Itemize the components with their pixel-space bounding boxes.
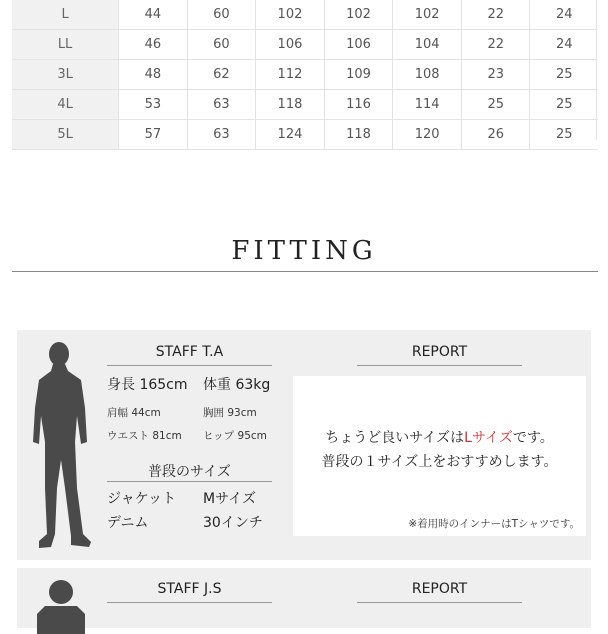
table-cell: 24 xyxy=(530,0,598,30)
fitting-heading: FITTING xyxy=(231,236,377,266)
size-label-cell: 3L xyxy=(12,60,119,90)
usual-size-underline xyxy=(107,481,272,482)
report-title: REPORT xyxy=(411,581,468,597)
staff-name-underline xyxy=(107,365,272,366)
table-cell: 118 xyxy=(324,120,393,150)
hip-stat: ヒップ 95cm xyxy=(203,430,267,442)
staff-name: STAFF J.S xyxy=(157,581,222,597)
staff-card-ta xyxy=(17,330,591,560)
size-label-cell: 4L xyxy=(12,90,119,120)
denim-size: 30インチ xyxy=(203,515,263,531)
table-cell: 22 xyxy=(461,0,530,30)
staff-name-underline xyxy=(107,602,272,603)
report-underline xyxy=(357,365,522,366)
table-cell: 118 xyxy=(256,90,325,120)
table-cell: 124 xyxy=(256,120,325,150)
weight-stat: 体重 63kg xyxy=(203,377,271,393)
table-cell: 102 xyxy=(324,0,393,30)
table-cell: 24 xyxy=(530,30,598,60)
table-cell: 102 xyxy=(393,0,462,30)
table-cell: 44 xyxy=(119,0,188,30)
usual-size-title: 普段のサイズ xyxy=(148,464,231,480)
chest-stat: 胸囲 93cm xyxy=(203,407,257,419)
table-row xyxy=(12,90,598,120)
waist-stat: ウエスト 81cm xyxy=(107,430,182,442)
table-cell: 63 xyxy=(187,120,256,150)
table-row xyxy=(12,30,598,60)
table-row xyxy=(12,120,598,150)
table-cell: 109 xyxy=(324,60,393,90)
size-label-cell: L xyxy=(12,0,119,30)
table-cell: 62 xyxy=(187,60,256,90)
table-cell: 25 xyxy=(530,60,598,90)
table-cell: 25 xyxy=(461,90,530,120)
table-cell: 116 xyxy=(324,90,393,120)
fitting-divider xyxy=(12,271,598,272)
table-cell: 104 xyxy=(393,30,462,60)
table-cell: 60 xyxy=(187,30,256,60)
jacket-label: ジャケット xyxy=(107,491,177,507)
table-cell: 106 xyxy=(256,30,325,60)
table-cell: 23 xyxy=(461,60,530,90)
table-cell: 106 xyxy=(324,30,393,60)
table-row xyxy=(12,60,598,90)
person-silhouette-icon xyxy=(31,338,101,553)
table-cell: 108 xyxy=(393,60,462,90)
table-cell: 26 xyxy=(461,120,530,150)
recommended-size-highlight: Lサイズ xyxy=(464,430,513,446)
report-line-1-start: ちょうど良いサイズは xyxy=(325,430,465,446)
jacket-size: Mサイズ xyxy=(203,491,256,507)
report-underline xyxy=(357,602,522,603)
report-line-1 xyxy=(293,427,586,447)
table-cell: 120 xyxy=(393,120,462,150)
table-cell: 22 xyxy=(461,30,530,60)
table-cell: 63 xyxy=(187,90,256,120)
table-cell: 25 xyxy=(530,120,598,150)
report-box xyxy=(293,376,586,536)
size-chart-table xyxy=(12,0,598,150)
table-cell: 25 xyxy=(530,90,598,120)
shoulder-stat: 肩幅 44cm xyxy=(107,407,161,419)
table-cell: 102 xyxy=(256,0,325,30)
table-cell: 48 xyxy=(119,60,188,90)
report-note: ※着用時のインナーはTシャツです。 xyxy=(408,518,580,530)
report-line-2: 普段の１サイズ上をおすすめします。 xyxy=(321,454,558,470)
staff-name: STAFF T.A xyxy=(155,344,224,360)
size-label-cell: LL xyxy=(12,30,119,60)
report-line-1-end: です。 xyxy=(512,430,554,446)
table-cell: 60 xyxy=(187,0,256,30)
person-silhouette-icon xyxy=(31,574,101,634)
table-cell: 57 xyxy=(119,120,188,150)
report-title: REPORT xyxy=(411,344,468,360)
table-cell: 53 xyxy=(119,90,188,120)
table-row xyxy=(12,0,598,30)
staff-card-js xyxy=(17,568,591,628)
size-label-cell: 5L xyxy=(12,120,119,150)
table-cell: 46 xyxy=(119,30,188,60)
denim-label: デニム xyxy=(107,515,149,531)
table-cell: 114 xyxy=(393,90,462,120)
height-stat: 身長 165cm xyxy=(107,377,188,393)
table-cell: 112 xyxy=(256,60,325,90)
